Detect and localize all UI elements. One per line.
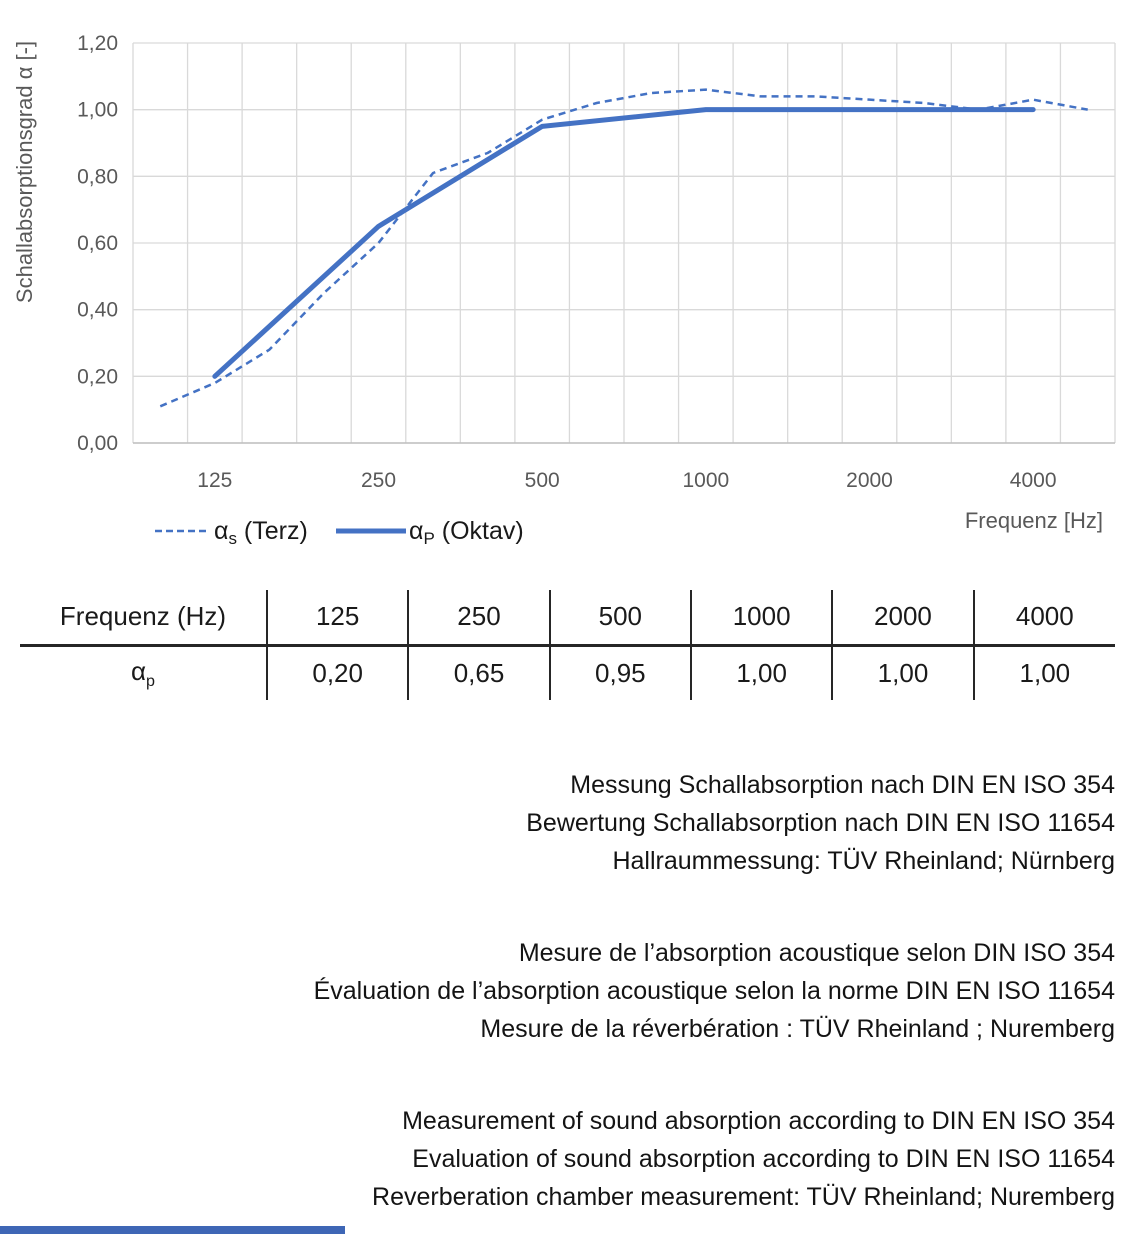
table-header-row xyxy=(20,590,1115,645)
sound-absorption-chart xyxy=(0,0,1135,560)
note-english xyxy=(20,1102,1115,1216)
legend-label-alpha-p: $\alpha_P$ (Oktav) xyxy=(409,517,524,548)
note-line: Messung Schallabsorption nach DIN EN ISO 354 xyxy=(570,771,1115,799)
note-line: Measurement of sound absorption according to DIN EN ISO 354 xyxy=(402,1107,1115,1135)
svg-text:0,20: 0,20 xyxy=(77,365,118,389)
table-header-frequenz: Frequenz (Hz) xyxy=(20,590,267,645)
gridlines xyxy=(133,43,1115,443)
notes-section xyxy=(20,766,1115,1216)
note-line: Evaluation of sound absorption according to DIN EN ISO 11654 xyxy=(412,1145,1115,1173)
svg-text:4000: 4000 xyxy=(1009,469,1057,492)
table-value-2000: 1,00 xyxy=(832,645,973,700)
svg-text:1,20: 1,20 xyxy=(77,32,118,55)
table-value-row xyxy=(20,645,1115,700)
alpha-subscript: p xyxy=(146,671,155,690)
note-line: Mesure de la réverbération : TÜV Rheinland ; Nuremberg xyxy=(480,1015,1115,1043)
svg-text:1000: 1000 xyxy=(682,469,730,492)
table-header-250: 250 xyxy=(408,590,549,645)
table-value-125: 0,20 xyxy=(267,645,408,700)
x-axis-tick-labels xyxy=(197,469,1056,492)
note-line: Mesure de l’absorption acoustique selon DIN ISO 354 xyxy=(518,939,1115,967)
table-value-500: 0,95 xyxy=(550,645,691,700)
table-value-4000: 1,00 xyxy=(974,645,1115,700)
table-value-250: 0,65 xyxy=(408,645,549,700)
y-axis-tick-labels xyxy=(77,32,118,455)
svg-text:250: 250 xyxy=(360,469,397,492)
svg-text:0,00: 0,00 xyxy=(77,432,118,455)
note-line: Reverberation chamber measurement: TÜV Rheinland; Nuremberg xyxy=(372,1183,1115,1211)
svg-text:1,00: 1,00 xyxy=(77,98,118,122)
svg-text:0,80: 0,80 xyxy=(77,165,118,189)
svg-text:125: 125 xyxy=(197,469,233,492)
table-header-1000: 1000 xyxy=(691,590,832,645)
x-axis-title: Frequenz [Hz] xyxy=(964,508,1103,533)
note-line: Bewertung Schallabsorption nach DIN EN ISO 11654 xyxy=(526,809,1115,837)
alpha-p-table xyxy=(20,590,1115,700)
legend xyxy=(155,517,524,548)
table-row-label-alpha-p xyxy=(20,645,267,700)
y-axis-title: Schallabsorptionsgrad α [-] xyxy=(12,40,37,304)
chart-canvas xyxy=(0,0,1135,560)
legend-label-alpha-s: $\alpha_s$ (Terz) xyxy=(214,517,308,548)
bottom-accent-bar xyxy=(0,1226,345,1234)
note-line: Évaluation de l’absorption acoustique selon la norme DIN EN ISO 11654 xyxy=(313,977,1115,1005)
table-header-4000: 4000 xyxy=(974,590,1115,645)
table-header-500: 500 xyxy=(550,590,691,645)
table-header-125: 125 xyxy=(267,590,408,645)
note-german xyxy=(20,766,1115,880)
note-line: Hallraummessung: TÜV Rheinland; Nürnberg xyxy=(612,847,1115,875)
svg-text:0,40: 0,40 xyxy=(77,298,118,322)
alpha-symbol: α xyxy=(131,655,147,686)
table-header-2000: 2000 xyxy=(832,590,973,645)
svg-text:500: 500 xyxy=(524,469,560,492)
svg-text:0,60: 0,60 xyxy=(77,232,118,255)
svg-text:2000: 2000 xyxy=(846,469,893,492)
table-value-1000: 1,00 xyxy=(691,645,832,700)
note-french xyxy=(20,934,1115,1048)
